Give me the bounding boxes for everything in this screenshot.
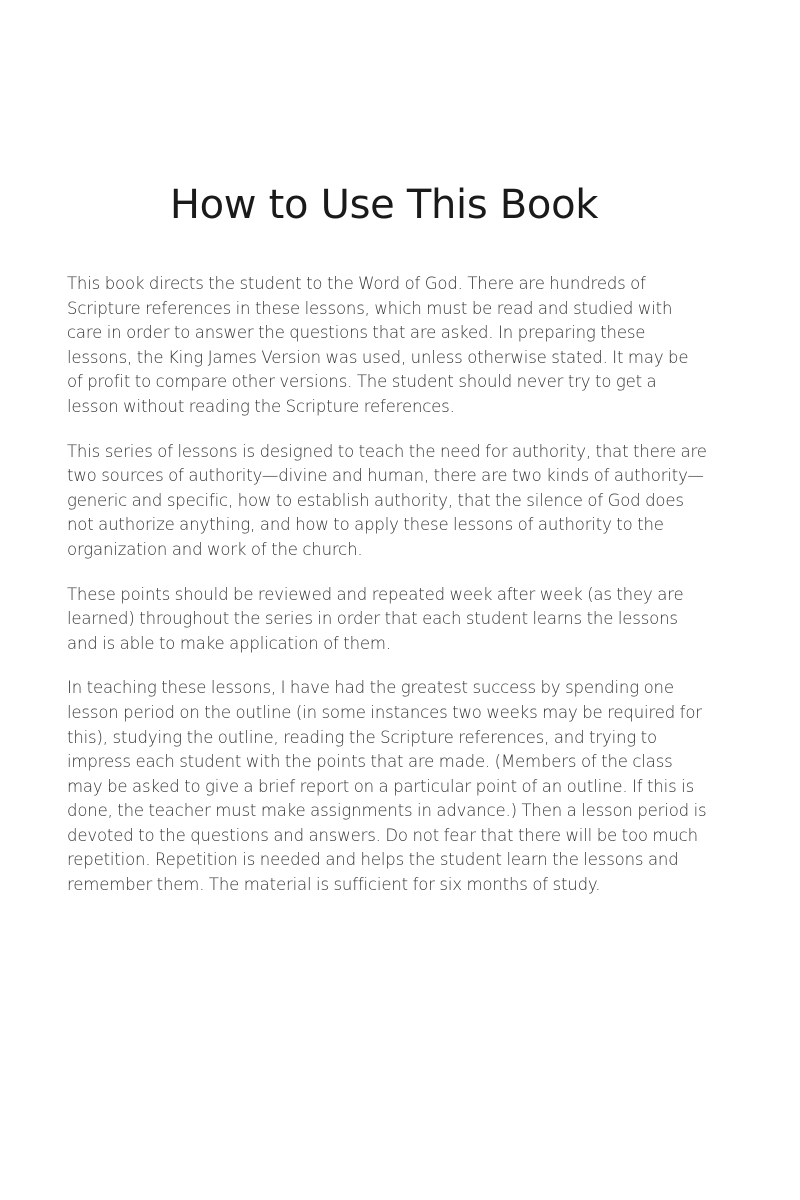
page-title: How to Use This Book (169, 182, 599, 228)
paragraph-4: In teaching these lessons, I have had the greatest success by spending one lesson period on the outline (in some instances two weeks may be required for this), studying the outline, reading the Scripture references, and trying to impress each student with the points that are made. (Members of the class may be asked to give a brief report on a particular point of an outline. If this is done, the teacher must make assignments in advance.) Then a lesson period is devoted to the questions and answers. Do not fear that there will be too much repetition. Repetition is needed and helps the student learn the lessons and remember them. The material is sufficient for six months of study. (67, 678, 707, 895)
body-text (67, 272, 707, 918)
paragraph-3: These points should be reviewed and repeated week after week (as they are learned) throughout the series in order that each student learns the lessons and is able to make application of them. (67, 584, 684, 653)
paragraph-2: This series of lessons is designed to teach the need for authority, that there are two sources of authority—divine and human, there are two kinds of authority—generic and specific, how to establish authority, that the silence of God does not authorize anything, and how to apply these lessons of authority to the organization and work of the church. (67, 441, 707, 559)
paragraph-1: This book directs the student to the Word of God. There are hundreds of Scripture references in these lessons, which must be read and studied with care in order to answer the questions that are asked. In preparing these lessons, the King James Version was used, unless otherwise stated. It may be of profit to compare other versions. The student should never try to get a lesson without reading the Scripture references. (67, 274, 689, 416)
